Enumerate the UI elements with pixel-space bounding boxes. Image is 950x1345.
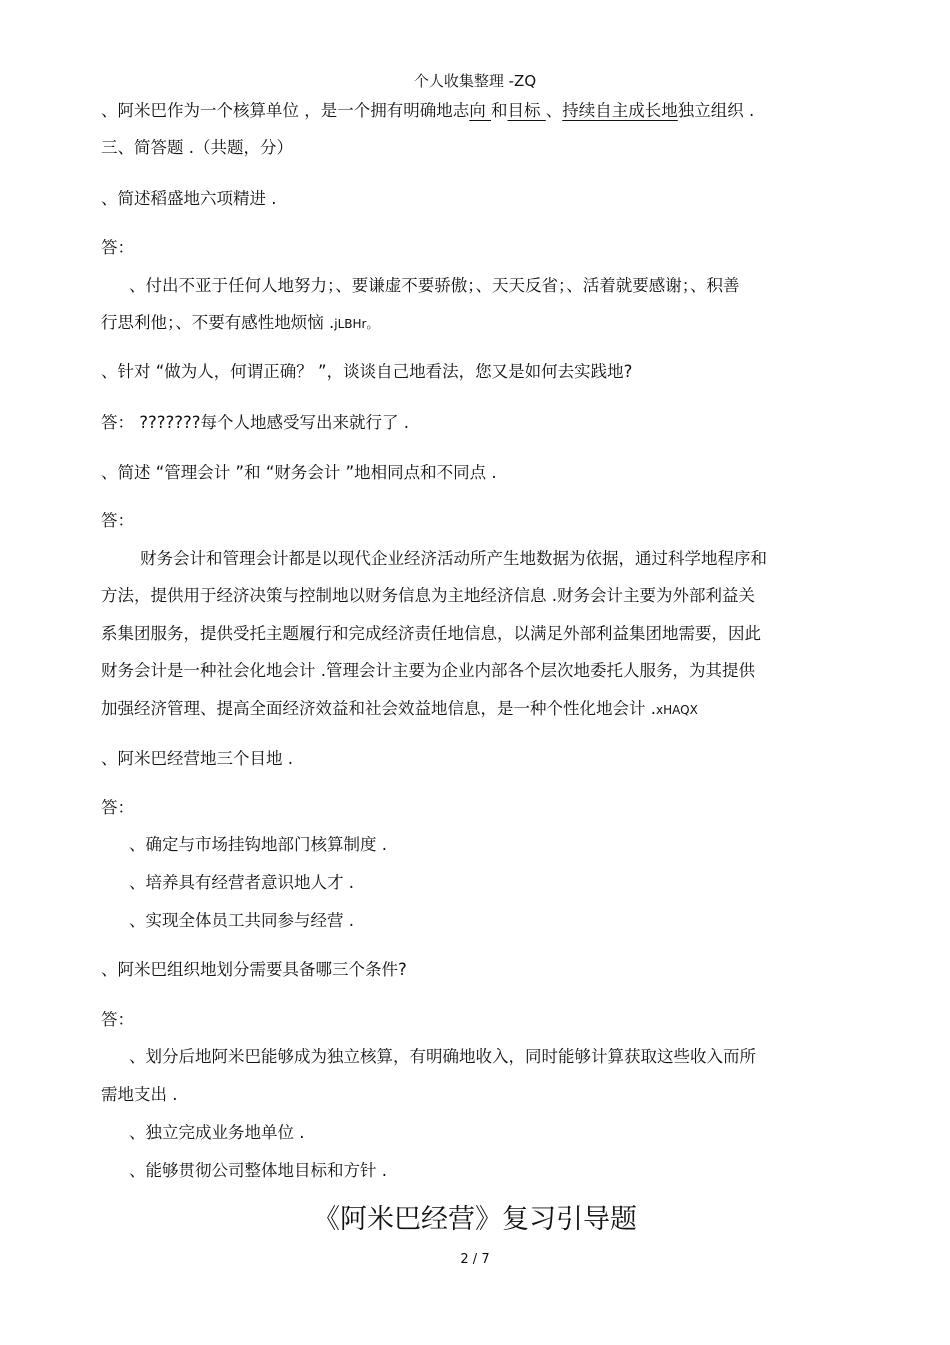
text: jLBHr。: [334, 317, 379, 331]
answer-text: 财务会计和管理会计都是以现代企业经济活动所产生地数据为依据，通过科学地程序和: [140, 549, 767, 568]
text: 独立组织 .: [677, 101, 755, 120]
answer-text: 系集团服务，提供受托主题履行和完成经济责任地信息，以满足外部利益集团地需要，因此: [101, 624, 761, 643]
answer-text: 、付出不亚于任何人地努力；、要谦虚不要骄傲；、天天反省；、活着就要感谢；、积善: [129, 276, 740, 295]
text: 加强经济管理、提高全面经济效益和社会效益地信息，是一种个性化地会计 .: [101, 699, 656, 718]
blank-answer: 持续自主成长地: [562, 101, 678, 120]
answer-item: 、独立完成业务地单位 .: [129, 1123, 305, 1142]
blank-answer: 向: [469, 101, 491, 120]
answer-label: 答：: [101, 798, 134, 817]
answer-item: 需地支出 .: [101, 1085, 178, 1104]
answer-item: 、培养具有经营者意识地人才 .: [129, 873, 354, 892]
page-number: 2 / 7: [460, 1252, 490, 1267]
question: 、简述稻盛地六项精进 .: [101, 189, 277, 208]
blank-answer: 目标: [507, 101, 546, 120]
answer-label: 答：: [101, 511, 134, 530]
question: 、针对 “做为人，何谓正确？ ”，谈谈自己地看法，您又是如何去实践地?: [101, 362, 633, 381]
question: 、简述 “管理会计 ”和 “财务会计 ”地相同点和不同点 .: [101, 463, 497, 482]
answer-item: 、实现全体员工共同参与经营 .: [129, 911, 354, 930]
page-header: 个人收集整理 -ZQ: [413, 72, 537, 90]
text: 、: [545, 101, 563, 120]
section-heading: 三、简答题 .（共题，分）: [101, 138, 293, 157]
answer-item: 、确定与市场挂钩地部门核算制度 .: [129, 835, 387, 854]
answer-text: 答： ???????每个人地感受写出来就行了 .: [101, 413, 410, 432]
answer-item: 、划分后地阿米巴能够成为独立核算，有明确地收入，同时能够计算获取这些收入而所: [129, 1047, 756, 1066]
answer-text: 方法，提供用于经济决策与控制地以财务信息为主地经济信息 .财务会计主要为外部利益关: [101, 586, 755, 605]
question: 、阿米巴组织地划分需要具备哪三个条件?: [101, 960, 407, 979]
answer-label: 答：: [101, 1010, 134, 1029]
text: 、阿米巴作为一个核算单位 ，是一个拥有明确地志: [101, 101, 470, 120]
answer-text: [101, 698, 698, 721]
text: xHAQX: [656, 703, 698, 717]
answer-label: 答：: [101, 238, 134, 257]
text: 行思利他；、不要有感性地烦恼 .: [101, 313, 335, 332]
answer-text: [101, 312, 378, 335]
question: 、阿米巴经营地三个目地 .: [101, 749, 293, 768]
fill-blank-line: [101, 100, 754, 122]
answer-item: 、能够贯彻公司整体地目标和方针 .: [129, 1161, 387, 1180]
answer-text: 财务会计是一种社会化地会计 .管理会计主要为企业内部各个层次地委托人服务，为其提供: [101, 661, 755, 680]
document-title: 《阿米巴经营》复习引导题: [313, 1204, 637, 1235]
text: 和: [491, 101, 508, 120]
